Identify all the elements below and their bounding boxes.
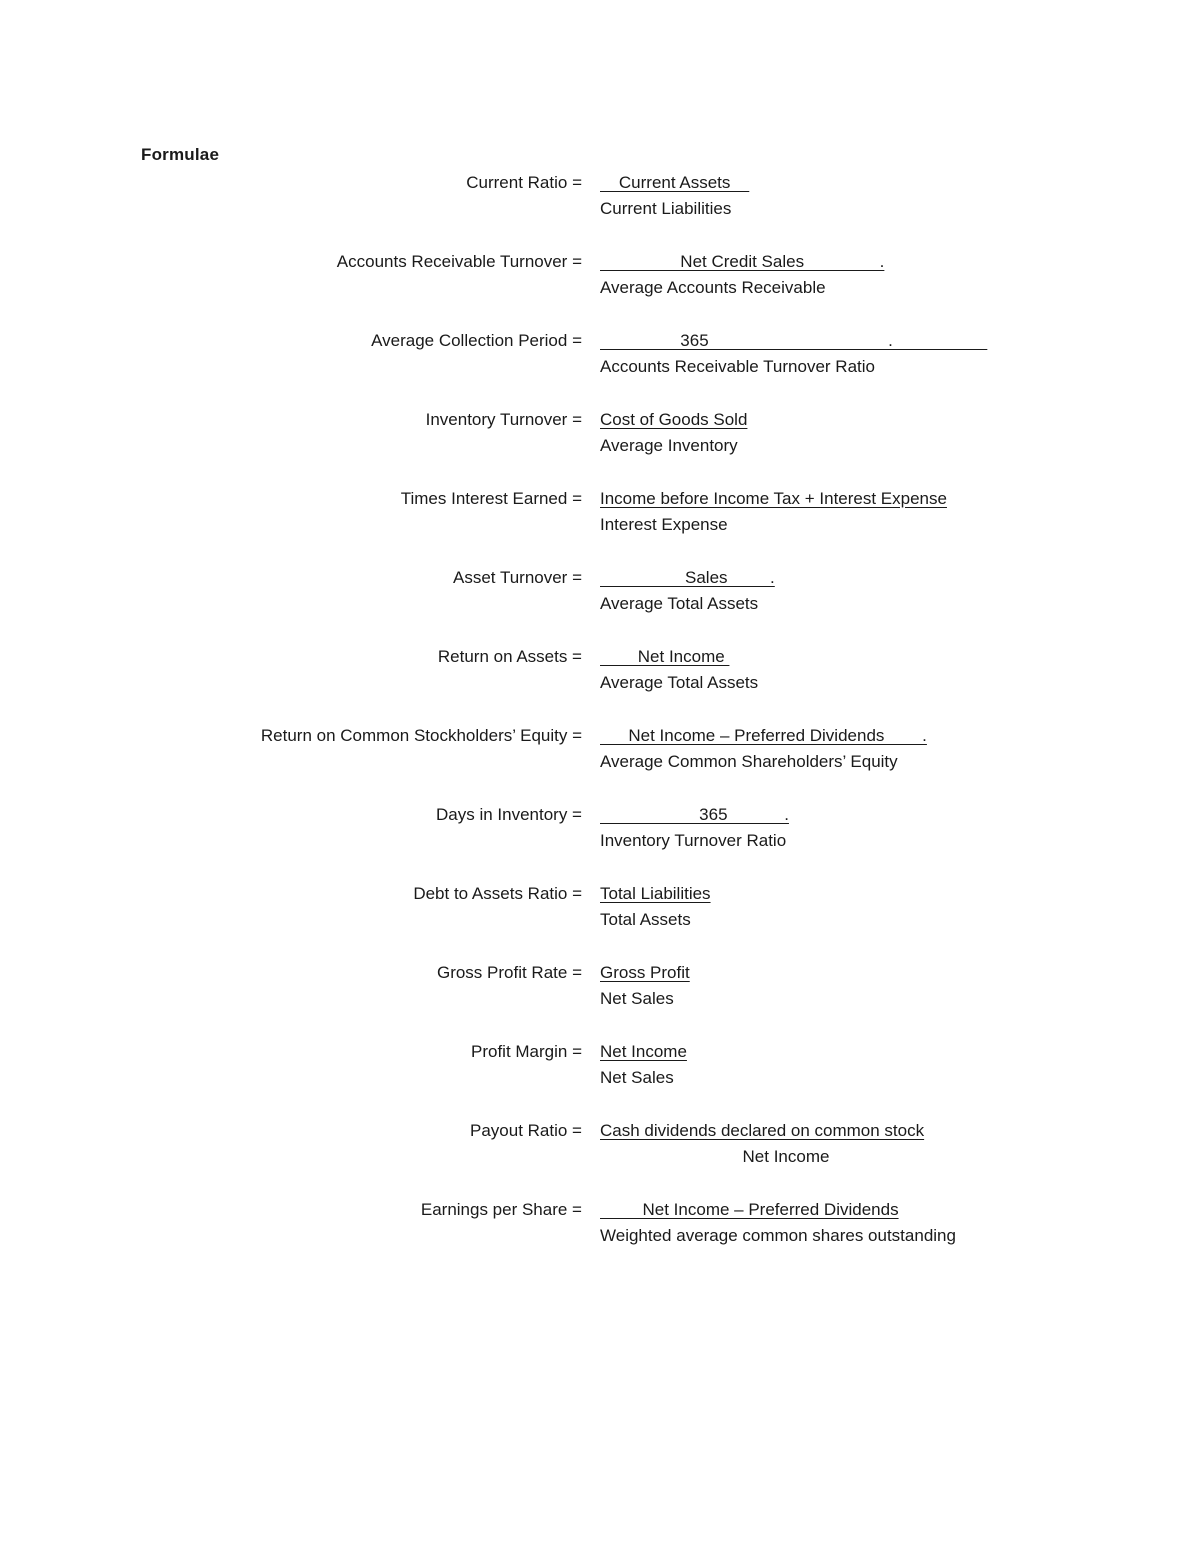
formula-label: Payout Ratio = bbox=[470, 1121, 582, 1140]
formula-numerator: Net Credit Sales . bbox=[600, 252, 885, 271]
formula-denominator: Total Assets bbox=[600, 910, 691, 929]
formula-numerator: 365 . bbox=[600, 805, 789, 824]
formula-average-collection-period bbox=[0, 330, 1200, 390]
formula-return-on-assets bbox=[0, 646, 1200, 706]
formula-label: Asset Turnover = bbox=[453, 568, 582, 587]
formula-denominator: Weighted average common shares outstanding bbox=[600, 1226, 956, 1245]
formula-return-on-common-equity bbox=[0, 725, 1200, 785]
formula-denominator: Average Accounts Receivable bbox=[600, 278, 826, 297]
formula-numerator: 365 . bbox=[600, 331, 988, 350]
formula-label: Earnings per Share = bbox=[420, 1200, 582, 1219]
formula-label: Debt to Assets Ratio = bbox=[413, 884, 582, 903]
formula-label: Return on Common Stockholders’ Equity = bbox=[260, 726, 582, 745]
formula-numerator: Cost of Goods Sold bbox=[600, 410, 748, 429]
formula-denominator: Interest Expense bbox=[600, 515, 728, 534]
formula-label: Average Collection Period = bbox=[371, 331, 582, 350]
formula-asset-turnover bbox=[0, 567, 1200, 627]
formula-numerator: Cash dividends declared on common stock bbox=[600, 1121, 925, 1140]
formula-numerator: Net Income bbox=[600, 1042, 687, 1061]
formula-gross-profit-rate bbox=[0, 962, 1200, 1022]
formula-debt-to-assets-ratio bbox=[0, 883, 1200, 943]
formula-numerator: Net Income bbox=[600, 647, 730, 666]
formula-label: Inventory Turnover = bbox=[425, 410, 582, 429]
formula-denominator: Average Total Assets bbox=[600, 673, 759, 692]
formula-denominator: Average Common Shareholders’ Equity bbox=[600, 752, 898, 771]
formula-denominator: Net Income bbox=[742, 1147, 830, 1166]
formula-profit-margin bbox=[0, 1041, 1200, 1101]
formula-numerator: Total Liabilities bbox=[600, 884, 711, 903]
formula-times-interest-earned bbox=[0, 488, 1200, 548]
formula-numerator: Current Assets bbox=[600, 173, 750, 192]
formula-denominator: Net Sales bbox=[600, 1068, 674, 1087]
formula-label: Times Interest Earned = bbox=[400, 489, 582, 508]
formula-numerator: Gross Profit bbox=[600, 963, 690, 982]
formula-label: Gross Profit Rate = bbox=[436, 963, 582, 982]
formula-label: Current Ratio = bbox=[466, 173, 582, 192]
formula-numerator: Income before Income Tax + Interest Expense bbox=[600, 489, 947, 508]
formula-denominator: Current Liabilities bbox=[600, 199, 732, 218]
formula-numerator: Net Income – Preferred Dividends . bbox=[600, 726, 927, 745]
formula-current-ratio bbox=[0, 172, 1200, 232]
formula-numerator: Net Income – Preferred Dividends bbox=[600, 1200, 899, 1219]
formula-denominator: Inventory Turnover Ratio bbox=[600, 831, 787, 850]
formula-accounts-receivable-turnover bbox=[0, 251, 1200, 311]
formula-label: Profit Margin = bbox=[470, 1042, 582, 1061]
formula-earnings-per-share bbox=[0, 1199, 1200, 1259]
formula-label: Accounts Receivable Turnover = bbox=[336, 252, 582, 271]
page-heading: Formulae bbox=[141, 145, 220, 164]
formula-numerator: Sales . bbox=[600, 568, 775, 587]
formula-denominator: Average Total Assets bbox=[600, 594, 759, 613]
formula-days-in-inventory bbox=[0, 804, 1200, 864]
formula-payout-ratio bbox=[0, 1120, 1200, 1180]
formula-denominator: Net Sales bbox=[600, 989, 674, 1008]
formula-denominator: Accounts Receivable Turnover Ratio bbox=[600, 357, 875, 376]
formula-label: Return on Assets = bbox=[437, 647, 582, 666]
formula-inventory-turnover bbox=[0, 409, 1200, 469]
formula-denominator: Average Inventory bbox=[600, 436, 738, 455]
formula-label: Days in Inventory = bbox=[436, 805, 582, 824]
